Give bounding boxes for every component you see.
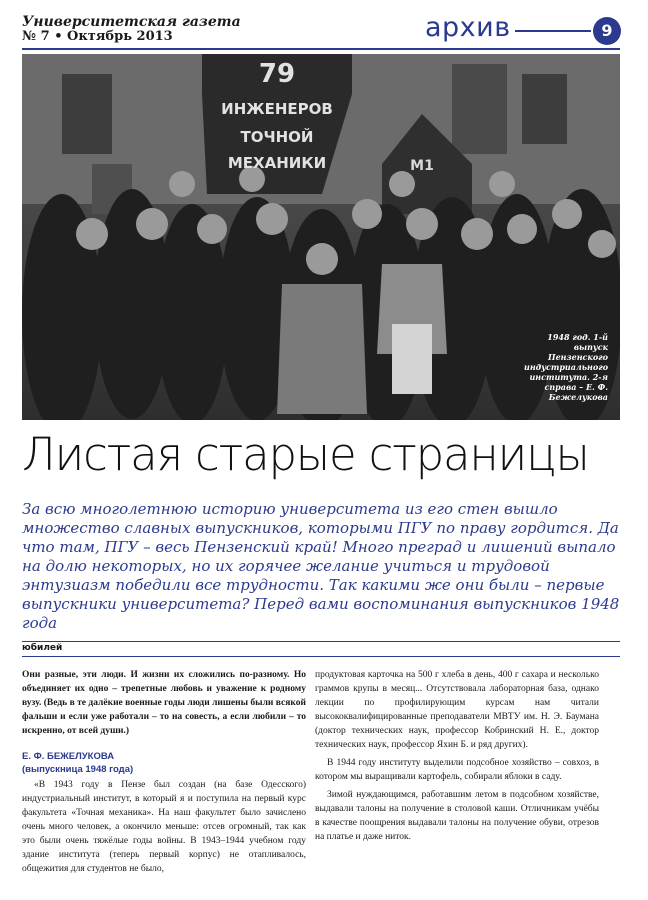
newspaper-name: Университетская газета <box>22 14 241 30</box>
article-lead: За всю многолетнюю историю университета из его стен вышло множество славных выпускников, которыми ПГУ по праву гордится. Да что там, ПГУ – весь Пензенский край! Много преград и лишений выпало на долю некоторых, но их горячее желание учиться и трудовой энтузиазм победили все трудности. Так какими же они были – первые выпускники университета? Перед вами воспоминания выпускников 1948 года <box>22 500 620 632</box>
body-paragraph: продуктовая карточка на 500 г хлеба в день, 400 г сахара и несколько граммов крупы в месяц... Отсутствовала лабораторная база, однако лекции по профилирующим курсам нам читали высококвалифицированные преподаватели МВТУ им. Н. Э. Баумана (доктор технических наук, профессор Кобринский Н. Е., доктор технических наук, профессор Яхин Б. и ряд других). <box>315 670 599 750</box>
body-paragraph: В 1944 году институту выделили подсобное хозяйство – совхоз, в котором мы выращивали картофель, собирали яблоки в саду. <box>315 758 599 782</box>
svg-text:М1: М1 <box>410 158 434 174</box>
rubric-label: юбилей <box>22 643 63 653</box>
article-column-right <box>315 668 599 848</box>
photo-caption: 1948 год. 1-й выпуск Пензенского индустриального института. 2-я справа – Е. Ф. Бежелукова <box>524 332 609 402</box>
author-note: (выпускница 1948 года) <box>22 764 134 775</box>
article-intro: Они разные, эти люди. И жизни их сложились по-разному. Но объединяет их одно – трепетные любовь и уважение к родному вузу. (Ведь в те далёкие военные годы люди лишены были всякой фальши и если уже работали – то на совесть, а если любили – то искренно, от всей души.) <box>22 670 306 736</box>
section-divider <box>515 30 591 32</box>
rubric-top-rule <box>22 641 620 642</box>
section-title: архив <box>425 12 511 43</box>
author-name: Е. Ф. БЕЖЕЛУКОВА <box>22 751 115 762</box>
article-headline: Листая старые страницы <box>22 428 589 481</box>
body-paragraph: «В 1943 году в Пензе был создан (на базе Одесского) индустриальный институт, в который я и поступила на первый курс факультета «Точная механика». На наш факультет было зачислено очень много человек, а окончило меньше: отсев огромный, так как это были очень тяжёлые годы войны. В 1943–1944 учебном году здание института (теперь первый корпус) не отапливалось, общежития для студентов не было, <box>22 780 306 874</box>
body-paragraph: Зимой нуждающимся, работавшим летом в подсобном хозяйстве, выдавали талоны на получение в столовой каши. Отличникам учёбы в качестве поощрения выдавали талоны на получение обуви, отрезов на платье и даже ниток. <box>315 790 599 842</box>
archive-photo <box>22 54 620 420</box>
article-column-left <box>22 668 306 880</box>
sign-text-line: 79 <box>258 59 296 89</box>
issue-info: № 7 • Октябрь 2013 <box>22 29 173 44</box>
header-rule <box>22 48 620 50</box>
sign-text-line: ТОЧНОЙ <box>240 128 314 146</box>
page-number-badge: 9 <box>593 17 621 45</box>
rubric-bottom-rule <box>22 656 620 657</box>
sign-text-line: ИНЖЕНЕРОВ <box>221 100 333 118</box>
sign-text-line: МЕХАНИКИ <box>227 154 327 172</box>
